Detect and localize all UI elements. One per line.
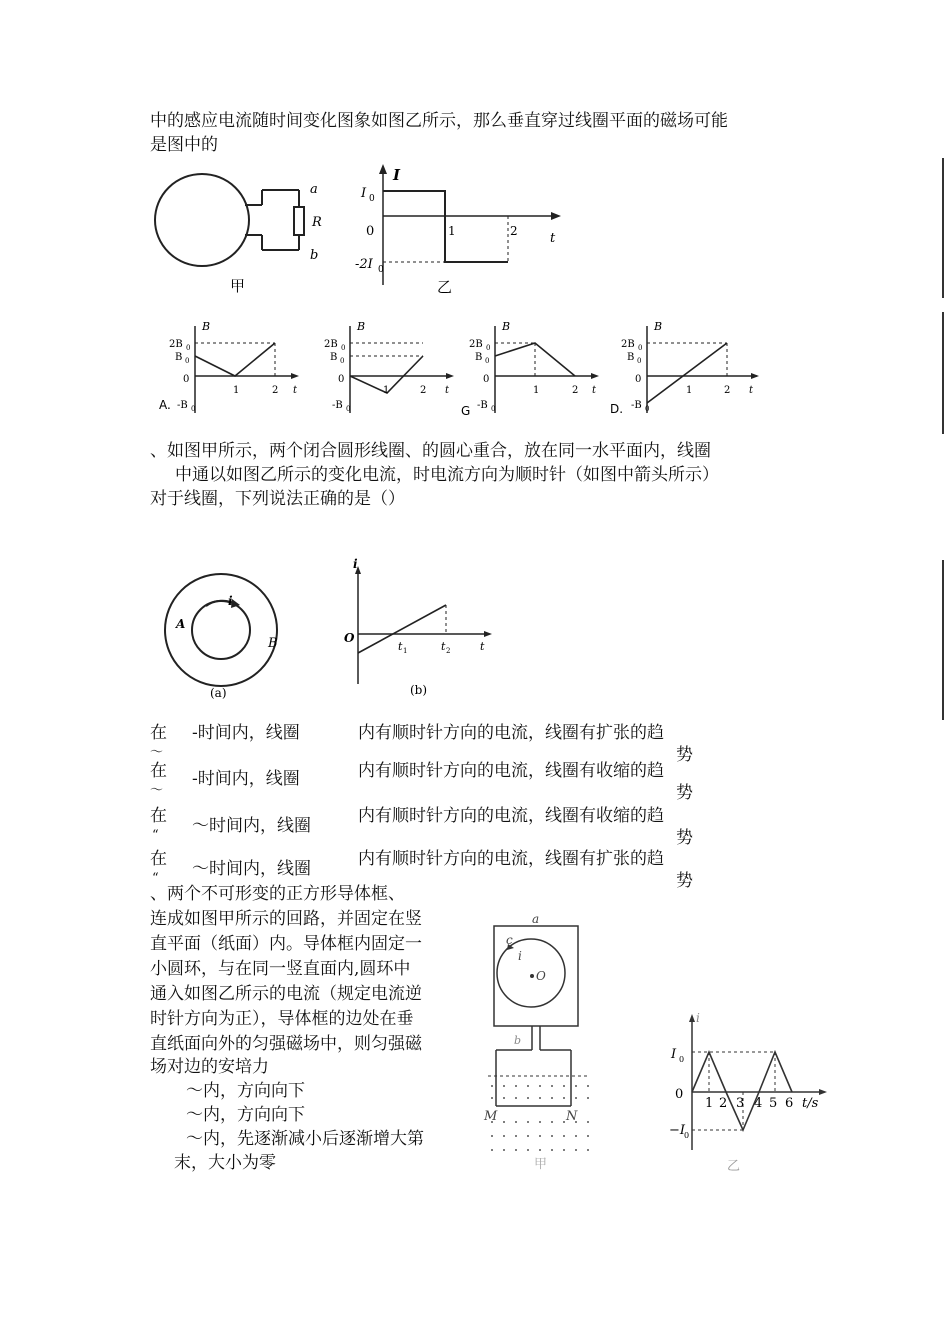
svg-text:2: 2 xyxy=(572,385,579,396)
svg-text:0: 0 xyxy=(369,194,375,204)
svg-text:0: 0 xyxy=(366,224,375,239)
q3-option-a: 〜内，方向向下 xyxy=(186,1081,305,1101)
svg-text:6: 6 xyxy=(785,1096,794,1111)
svg-text:B: B xyxy=(175,352,183,363)
svg-text:1: 1 xyxy=(233,385,240,396)
svg-text:t/s: t/s xyxy=(802,1096,819,1111)
svg-text:乙: 乙 xyxy=(437,278,453,296)
svg-text:0: 0 xyxy=(679,1055,685,1064)
svg-text:2: 2 xyxy=(510,224,518,238)
svg-text:0: 0 xyxy=(341,344,346,352)
svg-text:甲: 甲 xyxy=(534,1157,548,1172)
q3-text-line: 场对边的安培力 xyxy=(150,1057,269,1077)
q3-text-line: 直纸面向外的匀强磁场中，则匀强磁 xyxy=(150,1034,422,1054)
scan-edge-line xyxy=(942,312,944,434)
q1-figure-yi xyxy=(355,160,570,295)
svg-text:B: B xyxy=(202,320,211,333)
label-a: a xyxy=(310,182,318,197)
q3-text-line: 连成如图甲所示的回路，并固定在竖 xyxy=(150,909,422,929)
q2-option-a-mid: -时间内，线圈 xyxy=(192,723,300,743)
svg-text:B: B xyxy=(268,636,278,651)
svg-text:i: i xyxy=(228,594,233,608)
svg-text:0: 0 xyxy=(675,1087,684,1102)
svg-text:c: c xyxy=(506,933,513,947)
svg-text:A.: A. xyxy=(159,398,171,412)
svg-text:0: 0 xyxy=(635,374,642,385)
svg-text:B: B xyxy=(627,352,635,363)
q2-option-c-mid: 〜时间内，线圈 xyxy=(192,816,311,836)
q3-text-line: 通入如图乙所示的电流（规定电流逆 xyxy=(150,984,422,1004)
svg-text:N: N xyxy=(566,1109,578,1124)
svg-text:0: 0 xyxy=(485,357,490,365)
svg-text:B: B xyxy=(502,320,511,333)
q2-text-line1: 、如图甲所示，两个闭合圆形线圈、的圆心重合，放在同一水平面内，线圈 xyxy=(150,441,711,461)
q2-option-d-mid: 〜时间内，线圈 xyxy=(192,859,311,879)
label-R: R xyxy=(312,215,322,230)
svg-text:0: 0 xyxy=(491,405,496,413)
svg-text:t: t xyxy=(293,385,298,396)
svg-text:(a): (a) xyxy=(210,686,227,700)
q2-option-d-zai: 在 xyxy=(150,849,167,869)
svg-text:i: i xyxy=(518,949,522,963)
q2-figure-b xyxy=(340,557,500,705)
q1-text-line1: 中的感应电流随时间变化图象如图乙所示，那么垂直穿过线圈平面的磁场可能 xyxy=(150,111,728,131)
q2-option-c-tail: 势 xyxy=(676,828,693,848)
svg-text:1: 1 xyxy=(686,385,693,396)
caption-jia: 甲 xyxy=(230,277,246,295)
svg-text:0: 0 xyxy=(638,344,643,352)
scan-edge-line xyxy=(942,560,944,720)
q2-text-line2: 中通以如图乙所示的变化电流，时电流方向为顺时针（如图中箭头所示） xyxy=(175,465,719,485)
option-a-graph xyxy=(159,320,299,413)
q3-text-line: 小圆环，与在同一竖直面内,圆环中 xyxy=(150,959,411,979)
svg-text:t: t xyxy=(550,231,556,246)
svg-text:1: 1 xyxy=(383,385,390,396)
svg-text:B: B xyxy=(654,320,663,333)
svg-text:3: 3 xyxy=(736,1096,745,1111)
svg-text:0: 0 xyxy=(340,357,345,365)
svg-text:t: t xyxy=(480,640,485,653)
svg-text:0: 0 xyxy=(684,1131,690,1140)
q2-figure-a xyxy=(160,570,295,705)
svg-text:a: a xyxy=(532,912,540,926)
svg-text:A: A xyxy=(176,617,186,631)
q3-text-line: 、两个不可形变的正方形导体框、 xyxy=(150,884,405,904)
svg-text:-2I: -2I xyxy=(355,257,373,272)
svg-text:2: 2 xyxy=(272,385,279,396)
svg-text:0: 0 xyxy=(483,374,490,385)
q2-option-c-right: 内有顺时针方向的电流，线圈有收缩的趋 xyxy=(358,806,664,826)
q2-option-c-mark: “ xyxy=(152,828,159,843)
svg-text:0: 0 xyxy=(191,405,196,413)
svg-text:-B: -B xyxy=(477,400,488,411)
q2-option-a-zai: 在 xyxy=(150,723,167,743)
q2-option-a-tail: 势 xyxy=(676,745,693,765)
svg-text:G: G xyxy=(461,404,471,418)
svg-text:O: O xyxy=(536,969,546,983)
q2-option-b-right: 内有顺时针方向的电流，线圈有收缩的趋 xyxy=(358,761,664,781)
svg-text:i: i xyxy=(696,1011,700,1025)
svg-text:I: I xyxy=(393,166,401,184)
svg-text:O: O xyxy=(344,631,355,645)
q2-option-a-right: 内有顺时针方向的电流，线圈有扩张的趋 xyxy=(358,723,664,743)
q2-option-b-mark: 〜 xyxy=(150,783,164,798)
svg-text:D.: D. xyxy=(610,402,624,416)
svg-text:0: 0 xyxy=(378,265,384,275)
svg-text:2B: 2B xyxy=(169,339,183,350)
q3-text-line: 直平面（纸面）内。导体框内固定一 xyxy=(150,934,422,954)
svg-text:-B: -B xyxy=(177,400,188,411)
svg-text:0: 0 xyxy=(486,344,491,352)
svg-text:M: M xyxy=(484,1109,498,1124)
svg-text:2: 2 xyxy=(420,385,427,396)
svg-text:1: 1 xyxy=(705,1096,714,1111)
q2-option-d-right: 内有顺时针方向的电流，线圈有扩张的趋 xyxy=(358,849,664,869)
svg-text:I: I xyxy=(671,1047,677,1062)
q3-option-c: 〜内，先逐渐减小后逐渐增大第 xyxy=(186,1129,424,1149)
svg-text:-B: -B xyxy=(332,400,343,411)
q3-figure-yi xyxy=(665,1010,840,1175)
svg-text:2: 2 xyxy=(446,647,451,655)
label-b: b xyxy=(310,248,319,263)
svg-text:I: I xyxy=(361,186,367,201)
svg-text:0: 0 xyxy=(186,344,191,352)
option-b-graph xyxy=(324,320,454,413)
svg-text:i: i xyxy=(353,557,358,571)
q2-text-line3: 对于线圈，下列说法正确的是（） xyxy=(150,489,405,509)
svg-text:0: 0 xyxy=(183,374,190,385)
svg-text:B: B xyxy=(475,352,483,363)
svg-text:2: 2 xyxy=(719,1096,728,1111)
q2-option-a-mark: 〜 xyxy=(150,745,164,760)
svg-text:0: 0 xyxy=(338,374,345,385)
q2-option-b-zai: 在 xyxy=(150,761,167,781)
q1-text-line2: 是图中的 xyxy=(150,135,218,155)
svg-text:1: 1 xyxy=(448,224,456,238)
svg-text:b: b xyxy=(514,1034,522,1047)
svg-text:t: t xyxy=(441,640,446,653)
scan-edge-line xyxy=(942,158,944,298)
q3-figure-jia xyxy=(478,910,598,1172)
q3-option-b: 〜内，方向向下 xyxy=(186,1105,305,1125)
svg-text:0: 0 xyxy=(645,405,650,413)
svg-text:2B: 2B xyxy=(621,339,635,350)
svg-text:1: 1 xyxy=(533,385,540,396)
svg-text:t: t xyxy=(445,385,450,396)
svg-text:0: 0 xyxy=(185,357,190,365)
q2-option-b-tail: 势 xyxy=(676,783,693,803)
svg-text:4: 4 xyxy=(754,1096,763,1111)
svg-text:B: B xyxy=(357,320,366,333)
q3-option-d: 末，大小为零 xyxy=(174,1153,276,1173)
svg-text:(b): (b) xyxy=(410,683,428,697)
q2-option-b-mid: -时间内，线圈 xyxy=(192,769,300,789)
svg-text:-B: -B xyxy=(631,400,642,411)
svg-text:t: t xyxy=(398,640,403,653)
svg-text:2B: 2B xyxy=(469,339,483,350)
svg-text:−I: −I xyxy=(669,1123,686,1138)
svg-text:2B: 2B xyxy=(324,339,338,350)
option-d-graph xyxy=(610,320,759,416)
svg-text:乙: 乙 xyxy=(727,1159,741,1174)
q2-option-d-mark: “ xyxy=(152,871,159,886)
svg-text:t: t xyxy=(592,385,597,396)
svg-text:0: 0 xyxy=(346,405,351,413)
q1-option-graphs xyxy=(155,318,765,423)
svg-text:t: t xyxy=(749,385,754,396)
svg-text:1: 1 xyxy=(403,647,408,655)
q3-text-line: 时针方向为正），导体框的边处在垂 xyxy=(150,1009,414,1029)
q1-figure-jia xyxy=(150,165,340,305)
q2-option-c-zai: 在 xyxy=(150,806,167,826)
svg-text:B: B xyxy=(330,352,338,363)
svg-text:5: 5 xyxy=(769,1096,778,1111)
svg-text:0: 0 xyxy=(637,357,642,365)
option-c-graph xyxy=(461,320,599,418)
svg-text:2: 2 xyxy=(724,385,731,396)
q2-option-d-tail: 势 xyxy=(676,871,693,891)
